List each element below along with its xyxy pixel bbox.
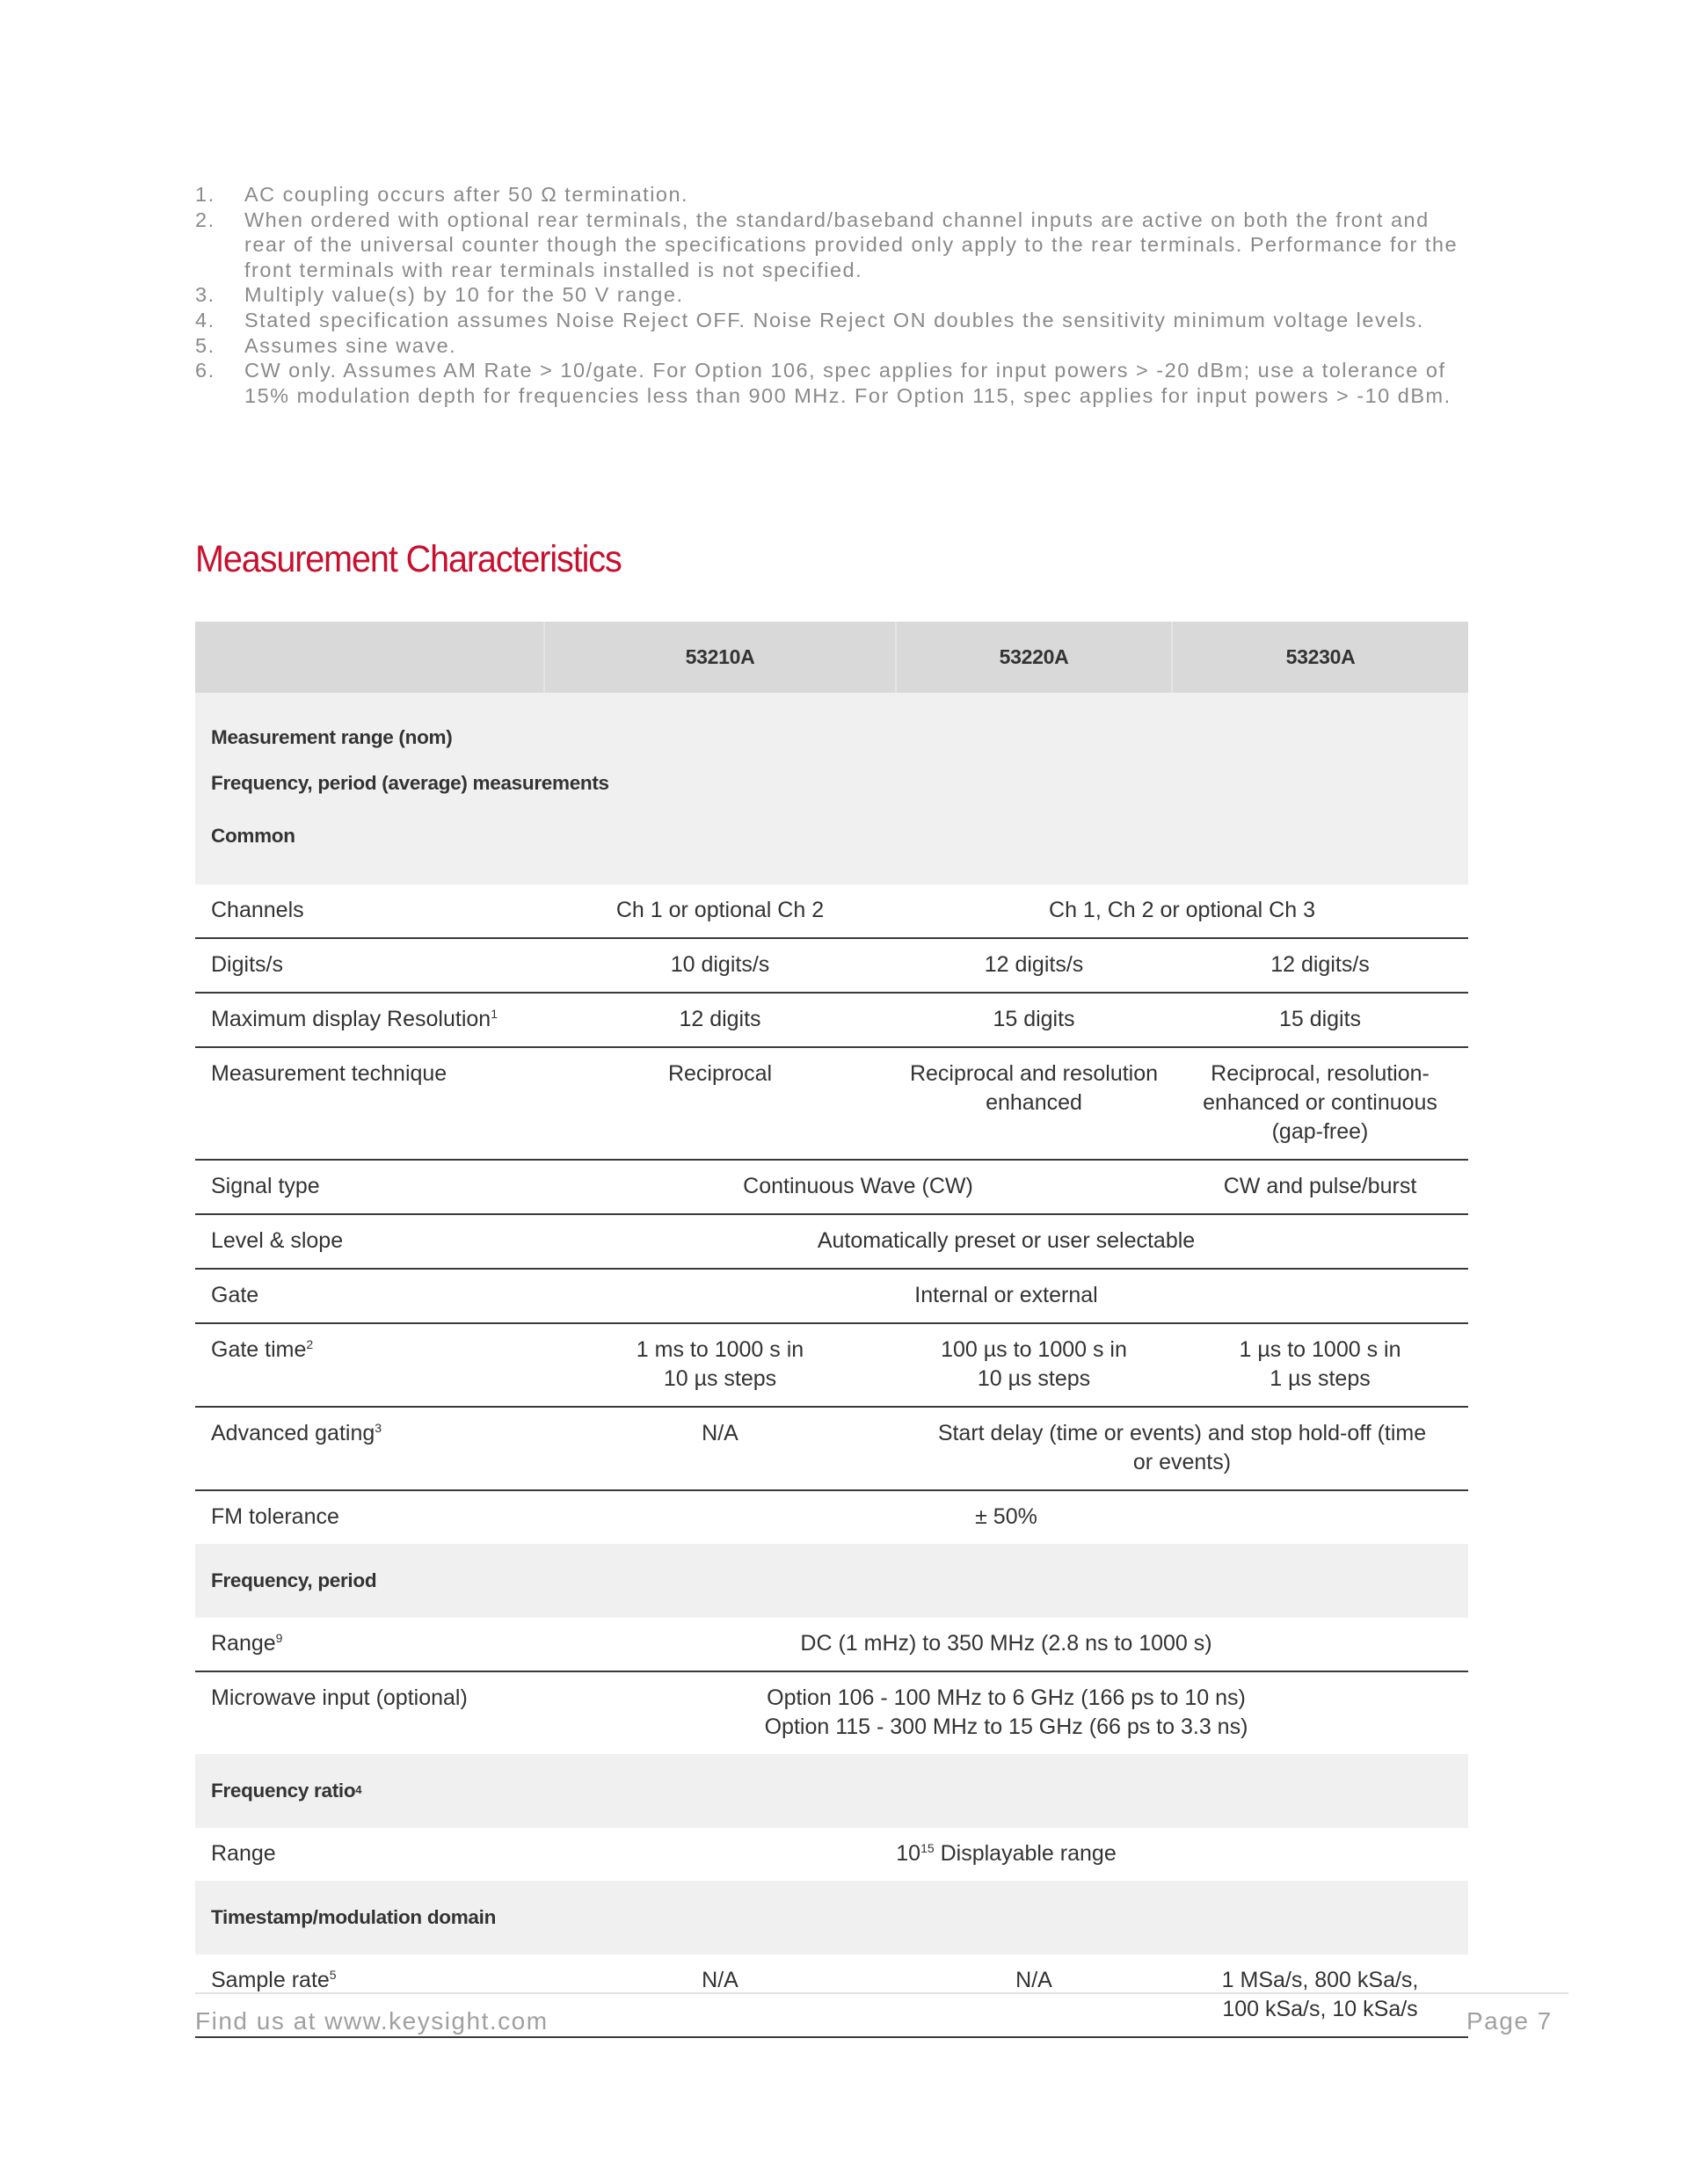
cell: 1 µs to 1000 s in 1 µs steps xyxy=(1172,1323,1468,1407)
header-blank xyxy=(195,622,544,693)
cell: Internal or external xyxy=(544,1269,1468,1323)
row-label: Advanced gating$^3$ xyxy=(195,1407,544,1490)
cell: 12 digits/s xyxy=(1172,938,1468,993)
section-label: Timestamp/modulation domain xyxy=(195,1881,1468,1955)
section-label: Frequency, period xyxy=(195,1544,1468,1618)
page-number: Page 7 xyxy=(1466,2007,1553,2035)
footer-website: Find us at www.keysight.com xyxy=(195,2007,549,2035)
cell: 1 ms to 1000 s in 10 µs steps xyxy=(544,1323,896,1407)
section-label: Common xyxy=(195,812,1468,885)
footnote-item: 3. Multiply value(s) by 10 for the 50 V range. xyxy=(195,283,684,307)
section-title: Measurement Characteristics xyxy=(195,538,622,580)
row-label: FM tolerance xyxy=(211,1504,339,1529)
footnote-ref: 1 xyxy=(491,1007,498,1021)
table-row xyxy=(195,1490,1468,1544)
section-row xyxy=(195,754,1468,812)
cell: Automatically preset or user selectable xyxy=(544,1214,1468,1269)
table-row xyxy=(195,1160,1468,1214)
footnote-item: 1. AC coupling occurs after 50 Ω termination. xyxy=(195,183,689,206)
table-row xyxy=(195,938,1468,993)
cell: $10^{15}$ Displayable range xyxy=(896,1841,1117,1866)
cell: 15 digits xyxy=(1172,993,1468,1047)
section-row xyxy=(195,1881,1468,1955)
footer-divider xyxy=(195,1992,1568,1994)
cell: 12 digits/s xyxy=(896,938,1172,993)
cell: N/A xyxy=(896,1955,1172,2037)
row-label: Level & slope xyxy=(195,1214,544,1269)
cell: 1 MSa/s, 800 kSa/s, 100 kSa/s, 10 kSa/s xyxy=(1172,1955,1468,2037)
footnote-ref: 3 xyxy=(375,1421,382,1435)
section-label: Frequency ratio4 xyxy=(195,1754,1468,1828)
cell: Reciprocal, resolution-enhanced or continuous (gap-free) xyxy=(1172,1047,1468,1160)
cell: DC (1 mHz) to 350 MHz (2.8 ns to 1000 s) xyxy=(544,1618,1468,1671)
footnote-item: 5. Assumes sine wave. xyxy=(195,333,457,357)
footnote-ref: 5 xyxy=(329,1968,337,1982)
cell: 100 µs to 1000 s in 10 µs steps xyxy=(896,1323,1172,1407)
cell: Reciprocal xyxy=(544,1047,896,1160)
spec-table xyxy=(195,622,1468,2038)
footnote-item: 2. When ordered with optional rear terminals, the standard/baseband channel inputs are active on both the front and rear of the universal counter though the specifications provided only apply to the rear terminals. Performance for the front terminals with rear terminals installed is not specified. xyxy=(195,207,1459,281)
section-label: Frequency, period (average) measurements xyxy=(195,754,1468,812)
row-label: Microwave input (optional) xyxy=(211,1685,468,1710)
cell: N/A xyxy=(544,1407,896,1490)
row-label: Gate xyxy=(195,1269,544,1323)
footnote-ref: 9 xyxy=(275,1631,283,1645)
section-row xyxy=(195,693,1468,754)
table-row xyxy=(195,1269,1468,1323)
table-row xyxy=(195,1047,1468,1160)
footnote-ref: 2 xyxy=(306,1337,314,1351)
row-label: Sample rate$^5$ xyxy=(195,1955,544,2037)
table-row xyxy=(195,1618,1468,1671)
row-label: Gate time$^2$ xyxy=(195,1323,544,1407)
table-row xyxy=(195,1214,1468,1269)
row-label: Digits/s xyxy=(195,938,544,993)
cell: Ch 1 or optional Ch 2 xyxy=(544,885,896,938)
table-row xyxy=(195,1828,1468,1881)
table-header-row xyxy=(195,622,1468,693)
header-53230a: 53230A xyxy=(1172,622,1468,693)
section-row xyxy=(195,1544,1468,1618)
cell: Reciprocal and resolution enhanced xyxy=(896,1047,1172,1160)
cell: 10 digits/s xyxy=(544,938,896,993)
row-label: Maximum display Resolution$^1$ xyxy=(195,993,544,1047)
cell: CW and pulse/burst xyxy=(1172,1160,1468,1214)
cell: Continuous Wave (CW) xyxy=(544,1160,1172,1214)
row-label: Measurement technique xyxy=(195,1047,544,1160)
row-label: Range xyxy=(211,1841,276,1866)
cell: Ch 1, Ch 2 or optional Ch 3 xyxy=(896,885,1468,938)
header-53210a: 53210A xyxy=(544,622,896,693)
cell: 15 digits xyxy=(896,993,1172,1047)
row-label: Signal type xyxy=(195,1160,544,1214)
row-label: Channels xyxy=(195,885,544,938)
header-53220a: 53220A xyxy=(896,622,1172,693)
cell: ± 50% xyxy=(975,1504,1037,1529)
cell: 12 digits xyxy=(544,993,896,1047)
table-row xyxy=(195,885,1468,938)
footnote-item: 4. Stated specification assumes Noise Reject OFF. Noise Reject ON doubles the sensitivity minimum voltage levels. xyxy=(195,308,1424,331)
table-row xyxy=(195,1323,1468,1407)
cell: Option 106 - 100 MHz to 6 GHz (166 ps to 10 ns) Option 115 - 300 MHz to 15 GHz (66 ps to 3.3 ns) xyxy=(764,1685,1248,1739)
footnote-item: 6. CW only. Assumes AM Rate > 10/gate. For Option 106, spec applies for input powers > -20 dBm; use a tolerance of 15% modulation depth for frequencies less than 900 MHz. For Option 115, spec applies for input powers > -10 dBm. xyxy=(195,359,1452,407)
section-label: Measurement range (nom) xyxy=(195,693,1468,754)
section-row xyxy=(195,812,1468,885)
cell: Start delay (time or events) and stop hold-off (time or events) xyxy=(896,1407,1468,1490)
footnotes-list xyxy=(195,182,1461,408)
table-row xyxy=(195,993,1468,1047)
row-label: Range$^9$ xyxy=(195,1618,544,1671)
table-row xyxy=(195,1671,1468,1754)
cell: N/A xyxy=(544,1955,896,2037)
footnote-ref: 4 xyxy=(355,1783,362,1796)
table-row xyxy=(195,1407,1468,1490)
section-row xyxy=(195,1754,1468,1828)
